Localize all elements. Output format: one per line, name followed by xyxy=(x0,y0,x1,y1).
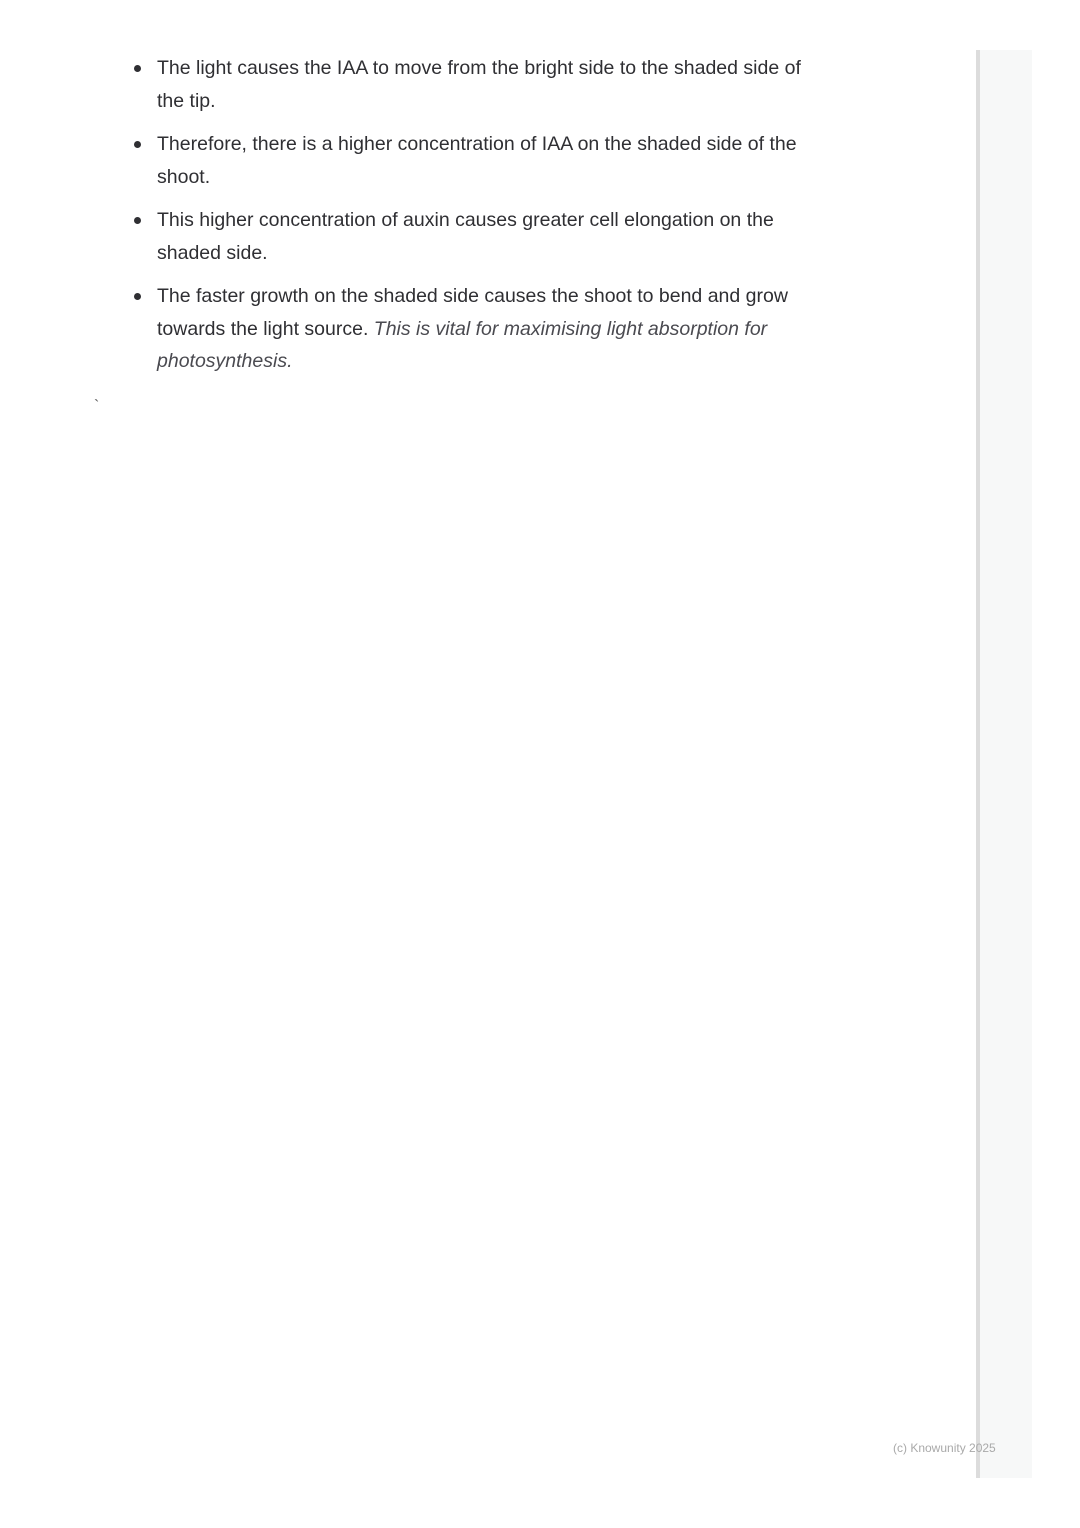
footer-copyright: (c) Knowunity 2025 xyxy=(893,1441,996,1455)
list-item xyxy=(130,204,830,269)
side-panel xyxy=(976,50,1032,1478)
side-panel-divider xyxy=(976,50,980,1478)
bullet-dot-icon xyxy=(134,293,141,300)
list-item xyxy=(130,128,830,193)
stray-mark: ` xyxy=(94,398,100,415)
bullet-text: The light causes the IAA to move from the bright side to the shaded side of the tip. xyxy=(157,57,801,112)
bullet-list xyxy=(130,52,830,389)
bullet-dot-icon xyxy=(134,141,141,148)
list-item xyxy=(130,52,830,117)
bullet-text: Therefore, there is a higher concentration of IAA on the shaded side of the shoot. xyxy=(157,133,797,188)
bullet-dot-icon xyxy=(134,217,141,224)
list-item xyxy=(130,280,830,378)
bullet-text: This higher concentration of auxin causes greater cell elongation on the shaded side. xyxy=(157,209,774,264)
bullet-dot-icon xyxy=(134,65,141,72)
bullet-text: The faster growth on the shaded side causes the shoot to bend and grow towards the light source. xyxy=(157,285,788,340)
bullet-emphasis-text: This is vital for maximising light absorption for photosynthesis. xyxy=(157,317,768,372)
